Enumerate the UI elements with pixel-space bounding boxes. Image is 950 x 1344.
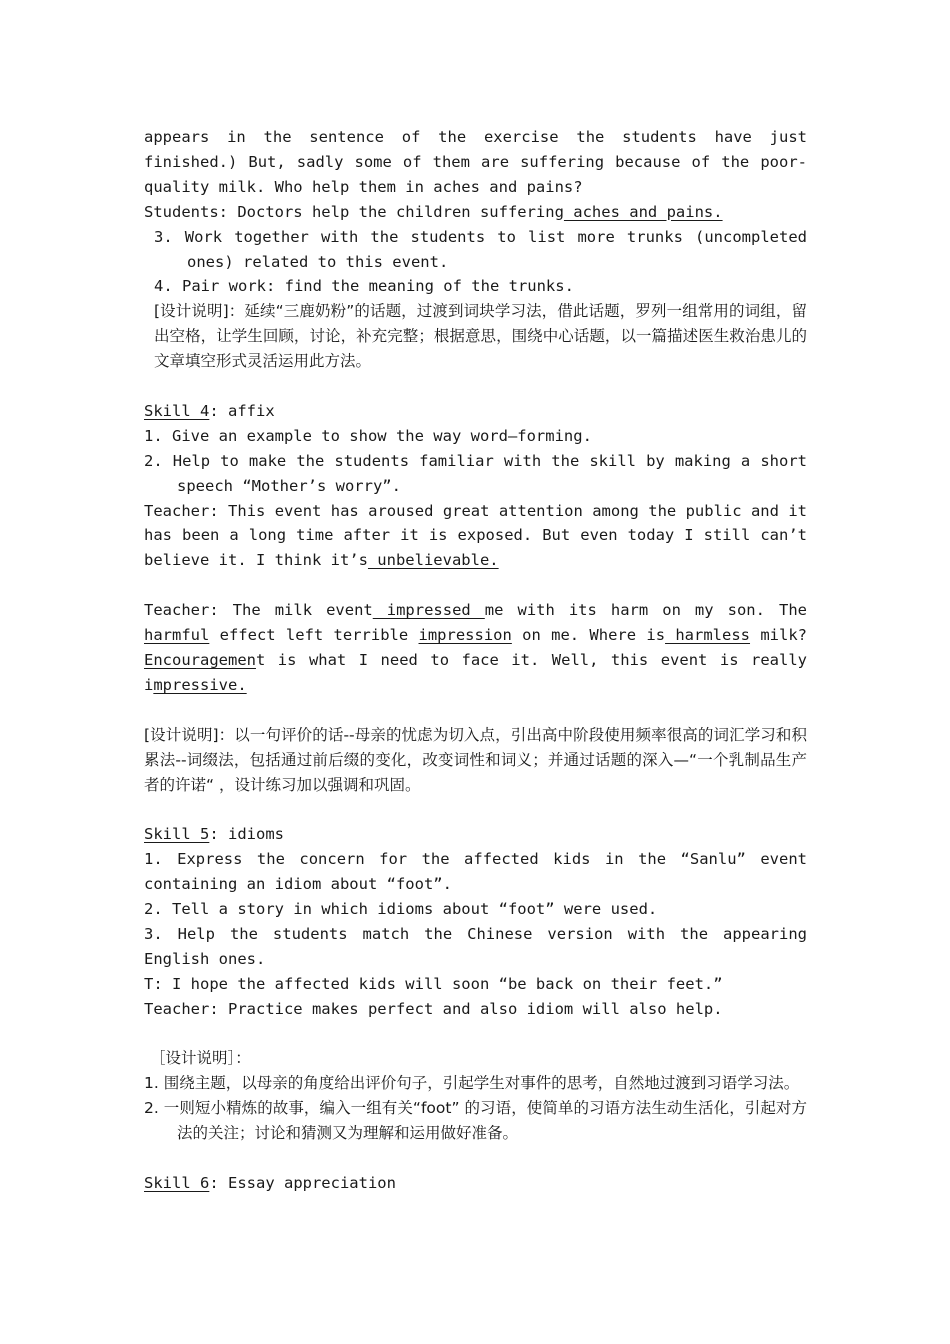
list-item-4: 4. Pair work: find the meaning of the trunks. [154, 277, 574, 296]
teacher-line: Teacher: This event has aroused great attention among the public and it has been a long time after it is exposed. But even today I still can’t believe it. I think it’s unbelievable. [144, 501, 807, 570]
list-item: 3. Help the students match the Chinese version with the appearing English ones. [144, 924, 807, 968]
list-item: 1. Express the concern for the affected kids in the “Sanlu” event containing an idiom about “foot”. [144, 850, 807, 894]
list-item-3-cont: ones) related to this event. [187, 252, 449, 271]
paragraph-line: appears in the sentence of the exercise the students have just [144, 128, 807, 146]
skill-4-heading: Skill 4: affix [144, 401, 275, 420]
paragraph-line: finished.) But, sadly some of them are suffering because of the poor- [144, 152, 807, 171]
paragraph-line: quality milk. Who help them in aches and pains? [144, 177, 583, 196]
skill-6-heading: Skill 6: Essay appreciation [144, 1173, 396, 1192]
list-item: 2. Help to make the students familiar with the skill by making a short speech “Mother’s worry”. [144, 451, 807, 495]
design-note: [设计说明]：延续“三鹿奶粉”的话题，过渡到词块学习法，借此话题，罗列一组常用的词组，留出空格，让学生回顾，讨论，补充完整；根据意思，围绕中心话题，以一篇描述医生救治患儿的文章填空形式灵活运用此方法。 [154, 302, 807, 371]
document-page [144, 125, 807, 1196]
list-item-3: 3. Work together with the students to list more trunks (uncompleted [154, 227, 807, 246]
students-line: Students: Doctors help the children suffering aches and pains. [144, 202, 723, 221]
teacher-line: Teacher: Practice makes perfect and also idiom will also help. [144, 999, 723, 1018]
design-note-title: ［设计说明］： [150, 1049, 251, 1068]
design-note: [设计说明]：以一句评价的话--母亲的忧虑为切入点，引出高中阶段使用频率很高的词汇学习和积累法--词缀法，包括通过前后缀的变化，改变词性和词义；并通过话题的深入—“一个乳制品生产者的许诺“ ，设计练习加以强调和巩固。 [144, 725, 807, 794]
teacher-line: T: I hope the affected kids will soon “be back on their feet.” [144, 974, 723, 993]
teacher-paragraph: Teacher: The milk event impressed me with its harm on my son. The harmful effect left terrible impression on me. Where is harmless milk? Encouragement is what I need to face it. Well, this event is really impressive. [144, 601, 807, 694]
design-note-item: 1. 围绕主题，以母亲的角度给出评价句子，引起学生对事件的思考，自然地过渡到习语学习法。 [144, 1074, 800, 1093]
design-note-item: 2. 一则短小精炼的故事，编入一组有关“foot” 的习语，使简单的习语方法生动生活化，引起对方法的关注；讨论和猜测又为理解和运用做好准备。 [144, 1099, 807, 1143]
skill-5-heading: Skill 5: idioms [144, 825, 284, 844]
list-item: 2. Tell a story in which idioms about “foot” were used. [144, 900, 658, 919]
list-item: 1. Give an example to show the way word—forming. [144, 426, 592, 445]
